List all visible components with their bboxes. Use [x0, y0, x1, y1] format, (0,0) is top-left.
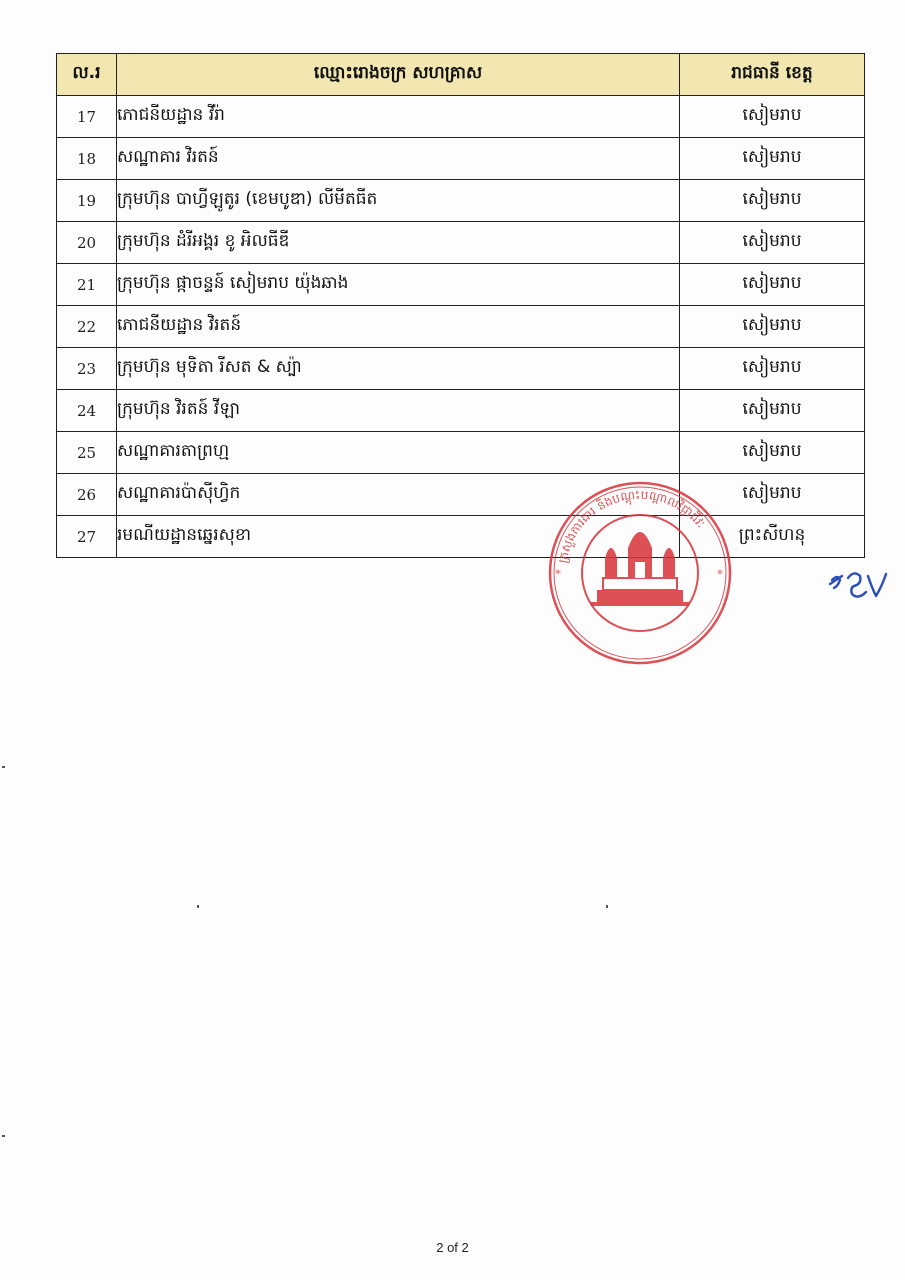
scan-speck: [2, 766, 5, 768]
enterprise-name: ក្រុមហ៊ុន វិរតន៍ វីឡា: [117, 390, 680, 432]
province: សៀមរាប: [680, 348, 865, 390]
table-row: [57, 96, 865, 138]
table-row: [57, 432, 865, 474]
province: ព្រះសីហនុ: [680, 516, 865, 558]
province: សៀមរាប: [680, 96, 865, 138]
row-number: 18: [57, 138, 117, 180]
row-number: 20: [57, 222, 117, 264]
row-number: 21: [57, 264, 117, 306]
row-number: 26: [57, 474, 117, 516]
table-row: [57, 390, 865, 432]
row-number: 23: [57, 348, 117, 390]
header-enterprise-name: ឈ្មោះរោងចក្រ សហគ្រាស: [117, 54, 680, 96]
province: សៀមរាប: [680, 264, 865, 306]
province: សៀមរាប: [680, 474, 865, 516]
province: សៀមរាប: [680, 138, 865, 180]
enterprise-name: ភោជនីយដ្ឋាន វីរ៉ា: [117, 96, 680, 138]
row-number: 24: [57, 390, 117, 432]
row-number: 17: [57, 96, 117, 138]
table-row: [57, 516, 865, 558]
header-province: រាជធានី ខេត្ត: [680, 54, 865, 96]
table-header-row: [57, 54, 865, 96]
enterprise-name: សណ្ឋាគារតាព្រហ្ម: [117, 432, 680, 474]
scan-speck: [2, 1135, 5, 1137]
enterprise-name: ក្រុមហ៊ុន មុទិតា រីសត & ស្ប៉ា: [117, 348, 680, 390]
table-row: [57, 222, 865, 264]
seal-ring-text: ក្រសួងការងារ និងបណ្តុះបណ្តាលវិជ្ជាជីវៈ: [555, 487, 708, 565]
province: សៀមរាប: [680, 180, 865, 222]
enterprise-name: ក្រុមហ៊ុន បាហ្វីឡូតូរ (ខេមបូឌា) លីមីតធីត: [117, 180, 680, 222]
province: សៀមរាប: [680, 432, 865, 474]
province: សៀមរាប: [680, 222, 865, 264]
province: សៀមរាប: [680, 306, 865, 348]
table-row: [57, 180, 865, 222]
page-number: 2 of 2: [436, 1240, 469, 1255]
table-row: [57, 306, 865, 348]
table-row: [57, 264, 865, 306]
row-number: 19: [57, 180, 117, 222]
row-number: 22: [57, 306, 117, 348]
enterprise-name: រមណីយដ្ឋានឆ្នេរសុខា: [117, 516, 680, 558]
handwritten-initial-signature: [828, 566, 888, 602]
svg-text:*: *: [717, 567, 723, 581]
enterprise-name: សណ្ឋាគារប៉ាស៊ីហ្វិក: [117, 474, 680, 516]
row-number: 27: [57, 516, 117, 558]
scan-speck: [606, 905, 608, 908]
enterprise-name: ភោជនីយដ្ឋាន វិរតន៍: [117, 306, 680, 348]
table-row: [57, 474, 865, 516]
header-number: ល.រ: [57, 54, 117, 96]
svg-text:*: *: [555, 567, 561, 581]
enterprise-name: ក្រុមហ៊ុន ផ្កាចន្ទន៍ សៀមរាប យ៉ុងឆាង: [117, 264, 680, 306]
table-row: [57, 138, 865, 180]
scan-speck: [197, 905, 199, 908]
province: សៀមរាប: [680, 390, 865, 432]
enterprise-table: [56, 53, 865, 558]
enterprise-name: សណ្ឋាគារ វិរតន៍: [117, 138, 680, 180]
enterprise-name: ក្រុមហ៊ុន ដំរីអង្គរ ខូ អិលធីឌី: [117, 222, 680, 264]
table-row: [57, 348, 865, 390]
row-number: 25: [57, 432, 117, 474]
